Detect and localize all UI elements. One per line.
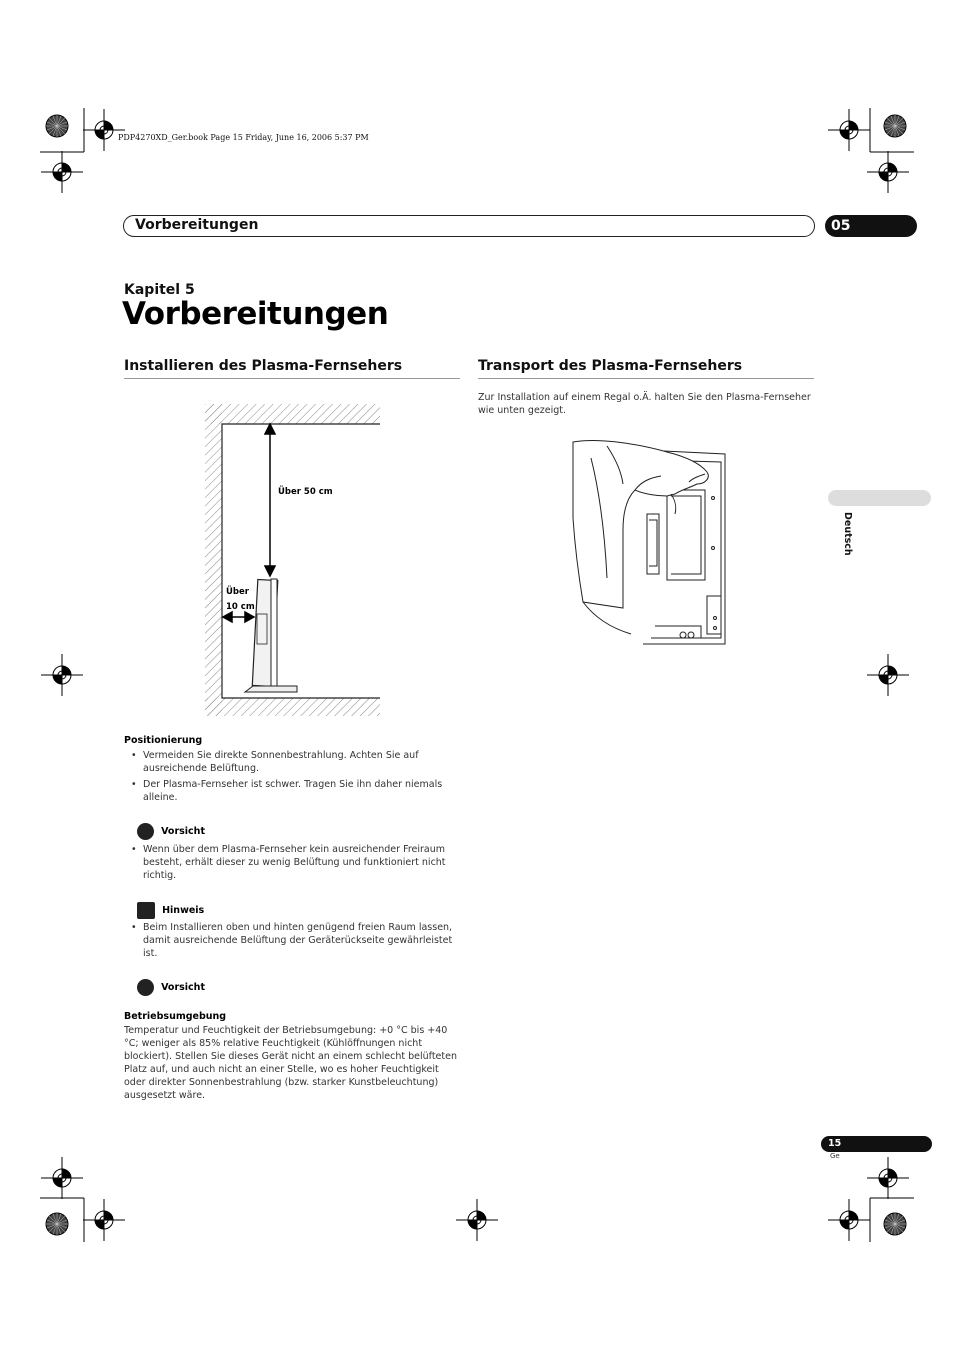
tv-side-view (245, 579, 297, 692)
transport-illustration (571, 438, 727, 646)
caution-label: Vorsicht (161, 982, 205, 993)
environment-text: Temperatur und Feuchtigkeit der Betriebsumgebung: +0 °C bis +40 °C; weniger als 85% relative Feuchtigkeit (Kühlöffnungen nicht blockiert). Stellen Sie dieses Gerät nicht an einem schlecht belüfteten Platz auf, und auch nicht an einer Stelle, wo es hoher Feuchtigkeit oder direkter Sonnenbestrahlung (bzw. starker Kunstbeleuchtung) ausgesetzt wäre. (124, 1025, 457, 1101)
positionierung-title: Positionierung (124, 735, 203, 746)
book-info-line: PDP4270XD_Ger.book Page 15 Friday, June 16, 2006 5:37 PM (118, 133, 369, 142)
installation-diagram (205, 404, 380, 716)
chapter-number-badge: 05 (825, 215, 917, 237)
caution-hand-icon (137, 979, 154, 996)
positionierung-list (124, 749, 460, 807)
list-item: • Wenn über dem Plasma-Fernseher kein ausreichender Freiraum besteht, erhält dieser zu wenig Belüftung und funktioniert nicht richtig. (124, 843, 460, 882)
list-item: • Beim Installieren oben und hinten genügend freien Raum lassen, damit ausreichende Belüftung der Geräterückseite gewährleistet ist. (124, 921, 460, 960)
note-list (124, 921, 460, 963)
language-tab (828, 490, 931, 506)
page-language-code: Ge (830, 1152, 840, 1160)
caution-label: Vorsicht (161, 826, 205, 837)
label-10cm: 10 cm (226, 602, 255, 612)
install-heading: Installieren des Plasma-Fernsehers (124, 358, 403, 374)
transport-heading-rule (478, 378, 814, 379)
list-item: • Der Plasma-Fernseher ist schwer. Tragen Sie ihn daher niemals alleine. (124, 778, 460, 804)
note-block (137, 900, 204, 919)
install-heading-rule (124, 378, 460, 379)
note-label: Hinweis (162, 905, 205, 916)
environment-title: Betriebsumgebung (124, 1011, 227, 1022)
transport-text: Zur Installation auf einem Regal o.Ä. halten Sie den Plasma-Fernseher wie unten gezeigt. (478, 392, 811, 416)
caution-list-1 (124, 843, 460, 885)
list-item: • Vermeiden Sie direkte Sonnenbestrahlung. Achten Sie auf ausreichende Belüftung. (124, 749, 460, 775)
chapter-label: Kapitel 5 (124, 282, 195, 298)
page-number-badge: 15 (821, 1136, 932, 1152)
transport-heading: Transport des Plasma-Fernsehers (478, 358, 743, 374)
pencil-note-icon (137, 902, 155, 919)
label-over: Über (226, 587, 249, 597)
label-over-50cm: Über 50 cm (278, 487, 333, 497)
caution-hand-icon (137, 823, 154, 840)
page-title: Vorbereitungen (122, 296, 389, 332)
language-tab-label: Deutsch (842, 512, 853, 556)
caution-block-1 (137, 821, 205, 840)
caution-block-2 (137, 977, 205, 996)
header-title: Vorbereitungen (135, 217, 259, 233)
